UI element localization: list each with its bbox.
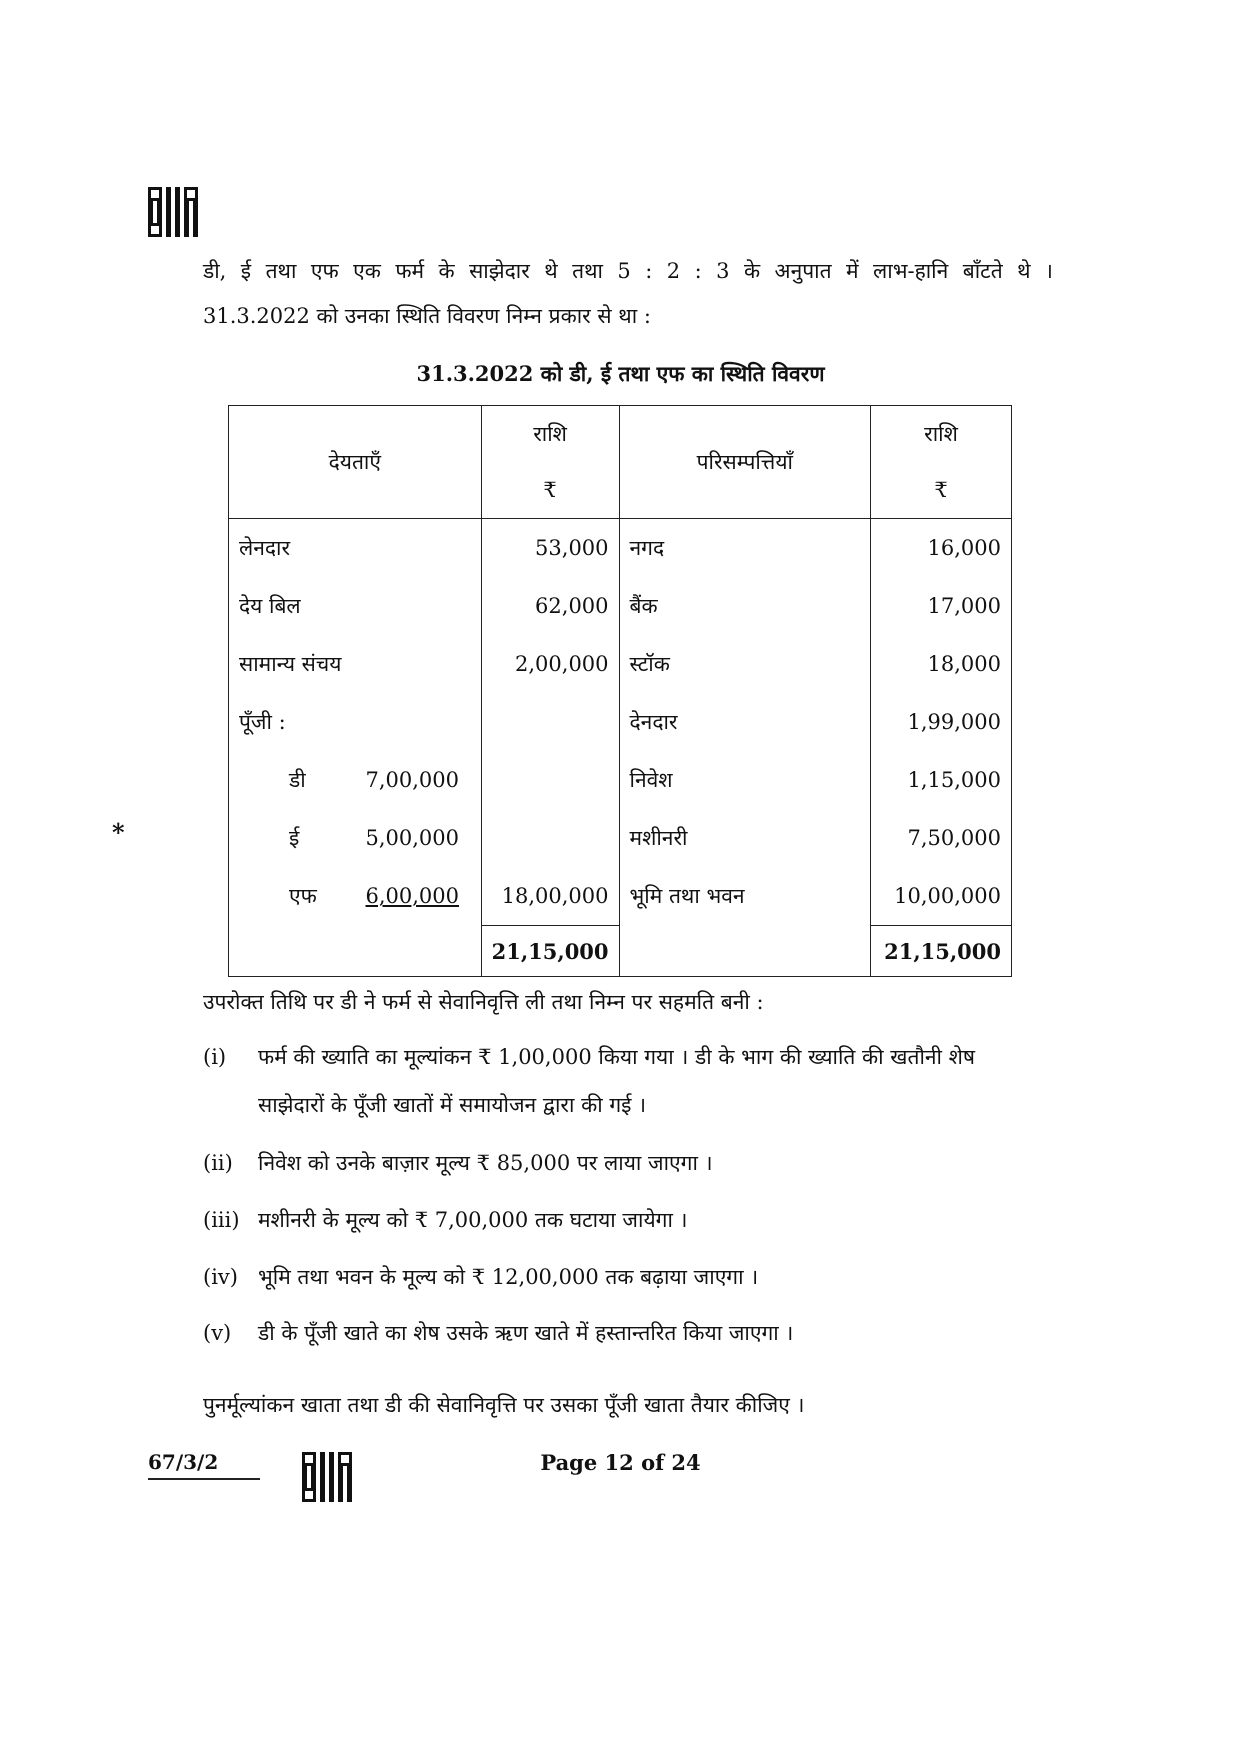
asset-name: मशीनरी bbox=[619, 809, 870, 867]
header-currency-symbol: ₹ bbox=[543, 478, 557, 502]
liability-name: पूँजी : bbox=[229, 693, 482, 751]
balance-sheet-title: 31.3.2022 को डी, ई तथा एफ का स्थिति विवरण bbox=[416, 361, 825, 386]
balance-sheet-table bbox=[228, 405, 1012, 977]
qr-code-icon bbox=[148, 187, 198, 237]
asset-amount: 10,00,000 bbox=[894, 884, 1001, 908]
item-text: डी के पूँजी खाते का शेष उसके ऋण खाते में हस्तान्तरित किया जाएगा । bbox=[258, 1321, 794, 1345]
table-row bbox=[229, 519, 1012, 578]
margin-asterisk: * bbox=[112, 818, 125, 847]
item-label: (iii) bbox=[203, 1208, 240, 1232]
table-row bbox=[229, 635, 1012, 693]
liability-amount bbox=[481, 809, 619, 867]
partner-capital: 5,00,000 bbox=[365, 826, 459, 850]
table-row bbox=[229, 577, 1012, 635]
asset-name: देनदार bbox=[619, 693, 870, 751]
asset-name: बैंक bbox=[619, 577, 870, 635]
liability-amount bbox=[481, 751, 619, 809]
item-label: (i) bbox=[203, 1045, 227, 1069]
table-row bbox=[229, 809, 1012, 867]
liability-amount: 18,00,000 bbox=[481, 867, 619, 926]
item-text: भूमि तथा भवन के मूल्य को ₹ 12,00,000 तक बढ़ाया जाएगा । bbox=[258, 1265, 759, 1289]
liability-name: लेनदार bbox=[229, 519, 482, 578]
capital-entry bbox=[229, 867, 482, 926]
liability-amount: 53,000 bbox=[481, 519, 619, 578]
item-label: (ii) bbox=[203, 1151, 233, 1175]
capital-entry bbox=[229, 751, 482, 809]
table-header-row bbox=[229, 406, 1012, 519]
closing-instruction: पुनर्मूल्यांकन खाता तथा डी की सेवानिवृत्ति पर उसका पूँजी खाता तैयार कीजिए । bbox=[203, 1393, 805, 1417]
agreement-intro: उपरोक्त तिथि पर डी ने फर्म से सेवानिवृत्ति ली तथा निम्न पर सहमति बनी : bbox=[203, 990, 764, 1014]
asset-amount: 1,99,000 bbox=[907, 710, 1001, 734]
header-liabilities: देयताएँ bbox=[229, 406, 482, 519]
intro-line-2: 31.3.2022 को उनका स्थिति विवरण निम्न प्रकार से था : bbox=[203, 304, 651, 328]
table-row bbox=[229, 867, 1012, 926]
item-text-continued: साझेदारों के पूँजी खातों में समायोजन द्वारा की गई । bbox=[258, 1093, 647, 1117]
header-amount-label: राशि bbox=[924, 422, 958, 446]
asset-name: निवेश bbox=[619, 751, 870, 809]
header-amount-label: राशि bbox=[533, 422, 567, 446]
item-text: फर्म की ख्याति का मूल्यांकन ₹ 1,00,000 किया गया । डी के भाग की ख्याति की खतौनी शेष bbox=[258, 1045, 976, 1069]
liability-amount: 62,000 bbox=[481, 577, 619, 635]
header-amount-assets bbox=[871, 406, 1012, 519]
item-label: (iv) bbox=[203, 1265, 238, 1289]
capital-entry bbox=[229, 809, 482, 867]
intro-line-1: डी, ई तथा एफ एक फर्म के साझेदार थे तथा 5 : 2 : 3 के अनुपात में लाभ-हानि बाँटते थे । bbox=[203, 259, 1053, 283]
asset-amount: 1,15,000 bbox=[907, 768, 1001, 792]
paper-code: 67/3/2 bbox=[148, 1450, 260, 1480]
total-assets: 21,15,000 bbox=[871, 926, 1012, 977]
header-amount-liabilities bbox=[481, 406, 619, 519]
asset-name: नगद bbox=[619, 519, 870, 578]
liability-amount bbox=[481, 693, 619, 751]
item-label: (v) bbox=[203, 1321, 232, 1345]
asset-amount: 16,000 bbox=[927, 536, 1001, 560]
table-total-row bbox=[229, 926, 1012, 977]
liability-amount: 2,00,000 bbox=[481, 635, 619, 693]
total-liabilities: 21,15,000 bbox=[481, 926, 619, 977]
page-number: Page 12 of 24 bbox=[540, 1450, 701, 1475]
header-assets: परिसम्पत्तियाँ bbox=[619, 406, 870, 519]
item-text: निवेश को उनके बाज़ार मूल्य ₹ 85,000 पर लाया जाएगा । bbox=[258, 1151, 713, 1175]
partner-capital: 6,00,000 bbox=[365, 884, 459, 909]
asset-name: स्टॉक bbox=[619, 635, 870, 693]
asset-amount: 18,000 bbox=[927, 652, 1001, 676]
partner-name: डी bbox=[289, 768, 306, 792]
item-text: मशीनरी के मूल्य को ₹ 7,00,000 तक घटाया जायेगा । bbox=[258, 1208, 688, 1232]
asset-amount: 17,000 bbox=[927, 594, 1001, 618]
partner-name: ई bbox=[289, 826, 300, 850]
partner-capital: 7,00,000 bbox=[365, 768, 459, 792]
table-row bbox=[229, 693, 1012, 751]
liability-name: देय बिल bbox=[229, 577, 482, 635]
header-currency-symbol: ₹ bbox=[934, 478, 948, 502]
table-row bbox=[229, 751, 1012, 809]
liability-name: सामान्य संचय bbox=[229, 635, 482, 693]
partner-name: एफ bbox=[289, 884, 317, 909]
asset-amount: 7,50,000 bbox=[907, 826, 1001, 850]
asset-name: भूमि तथा भवन bbox=[619, 867, 870, 926]
